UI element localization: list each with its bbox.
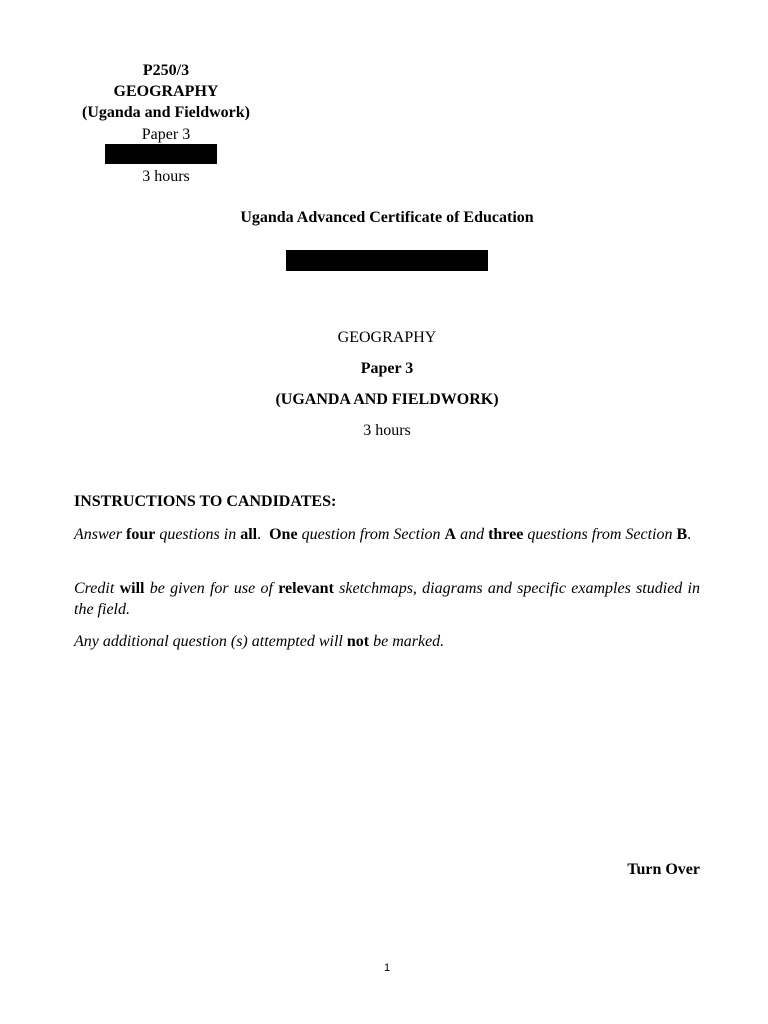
cover-duration: 3 hours [363, 422, 411, 439]
header-duration: 3 hours [142, 168, 190, 185]
redacted-exam-block [286, 250, 488, 271]
certificate-title: Uganda Advanced Certificate of Education [240, 209, 534, 226]
cover-paper: Paper 3 [360, 360, 414, 377]
instruction-paragraph-3: Any additional question (s) attempted will not be marked. [74, 633, 445, 650]
paper-code: P250/3 [142, 62, 190, 79]
instruction-paragraph-2: Credit will be given for use of relevant sketchmaps, diagrams and specific examples studied in the field. [74, 580, 701, 618]
page-number: 1 [383, 962, 391, 974]
header-paper: Paper 3 [141, 126, 191, 143]
instructions-title: INSTRUCTIONS TO CANDIDATES: [74, 493, 337, 510]
header-subtitle: (Uganda and Fieldwork) [81, 104, 251, 121]
instruction-paragraph-1: Answer four questions in all. One question from Section A and three questions from Section B. [74, 526, 692, 543]
cover-subtitle: (UGANDA AND FIELDWORK) [275, 391, 499, 408]
redacted-date-block [105, 144, 217, 164]
turn-over-label: Turn Over [627, 861, 700, 878]
header-subject: GEOGRAPHY [113, 83, 219, 100]
cover-subject: GEOGRAPHY [337, 329, 437, 346]
